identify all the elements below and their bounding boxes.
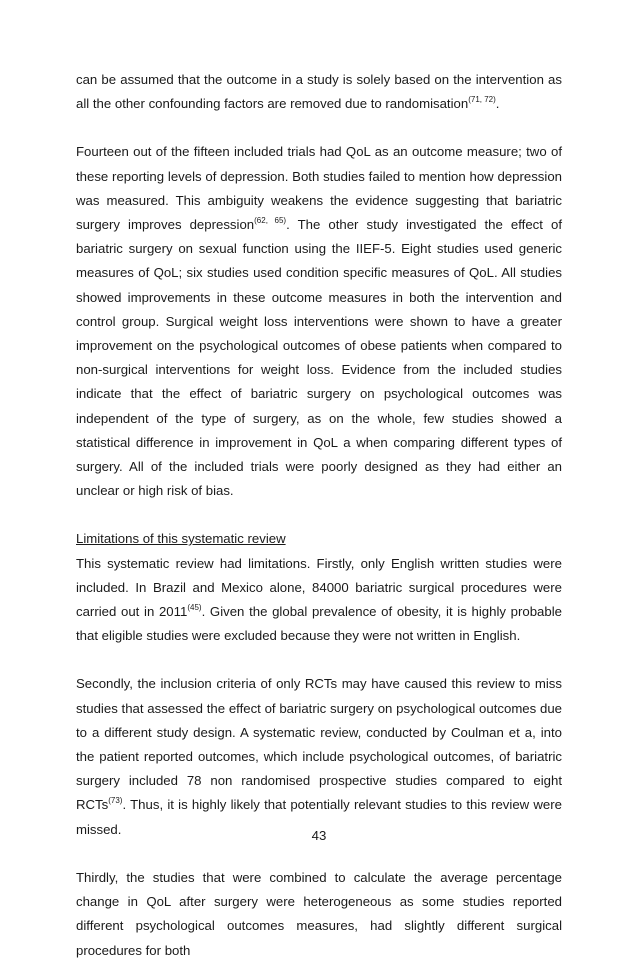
paragraph-limitation-language	[76, 552, 562, 649]
citation: (73)	[108, 796, 123, 806]
paragraph-randomisation	[76, 68, 562, 116]
citation: (62, 65)	[254, 216, 287, 226]
citation: (45)	[187, 603, 202, 613]
section-heading: Limitations of this systematic review	[76, 531, 286, 547]
paragraph-limitation-rcts	[76, 672, 562, 841]
paragraph-text-continued: . The other study investigated the effect of bariatric surgery on sexual function using the IIEF-5. Eight studies used generic measures of QoL; six studies used condition specific measures of QoL. All studies showed improvements in these outcome measures in both the intervention and control group. Surgical weight loss interventions were shown to have a greater improvement on the psychological outcomes of obese patients when compared to non-surgical interventions for weight loss. Evidence from the included studies indicate that the effect of bariatric surgery on psychological outcomes was independent of the type of surgery, as on the whole, few studies showed a statistical difference in improvement in QoL a when comparing different types of surgery. All of the included trials were poorly designed as they had either an unclear or high risk of bias.	[76, 217, 562, 499]
paragraph-text-continued: . Given the global prevalence of obesity, it is highly probable that eligible studies were excluded because they were not written in English.	[76, 604, 562, 644]
citation: (71, 72)	[468, 95, 496, 105]
paragraph-text: Fourteen out of the fifteen included trials had QoL as an outcome measure; two of these reporting levels of depression. Both studies failed to mention how depression was measured. This ambiguity weakens the evidence suggesting that bariatric surgery improves depression	[76, 144, 562, 233]
paragraph-text: Thirdly, the studies that were combined to calculate the average percentage change in QoL after surgery were heterogeneous as some studies reported different psychological outcomes measures, had slightly different surgical procedures for both	[76, 869, 562, 958]
paragraph-text: Secondly, the inclusion criteria of only RCTs may have caused this review to miss studies that assessed the effect of bariatric surgery on psychological outcomes due to a different study design. A systematic review, conducted by Coulman et a, into the patient reported outcomes, which include psychological outcomes, of bariatric surgery included 78 non randomised prospective studies compared to eight RCTs	[76, 676, 562, 813]
paragraph-text: This systematic review had limitations. Firstly, only English written studies were included. In Brazil and Mexico alone, 84000 bariatric surgical procedures were carried out in 2011	[76, 555, 562, 620]
page-number: 43	[311, 828, 327, 843]
paragraph-end: .	[495, 96, 500, 112]
paragraph-text-continued: . Thus, it is highly likely that potentially relevant studies to this review were missed.	[76, 797, 562, 837]
paragraph-limitation-heterogeneity	[76, 866, 562, 963]
paragraph-text: can be assumed that the outcome in a study is solely based on the intervention as all the other confounding factors are removed due to randomisation	[76, 72, 562, 112]
paragraph-trials-summary	[76, 140, 562, 503]
